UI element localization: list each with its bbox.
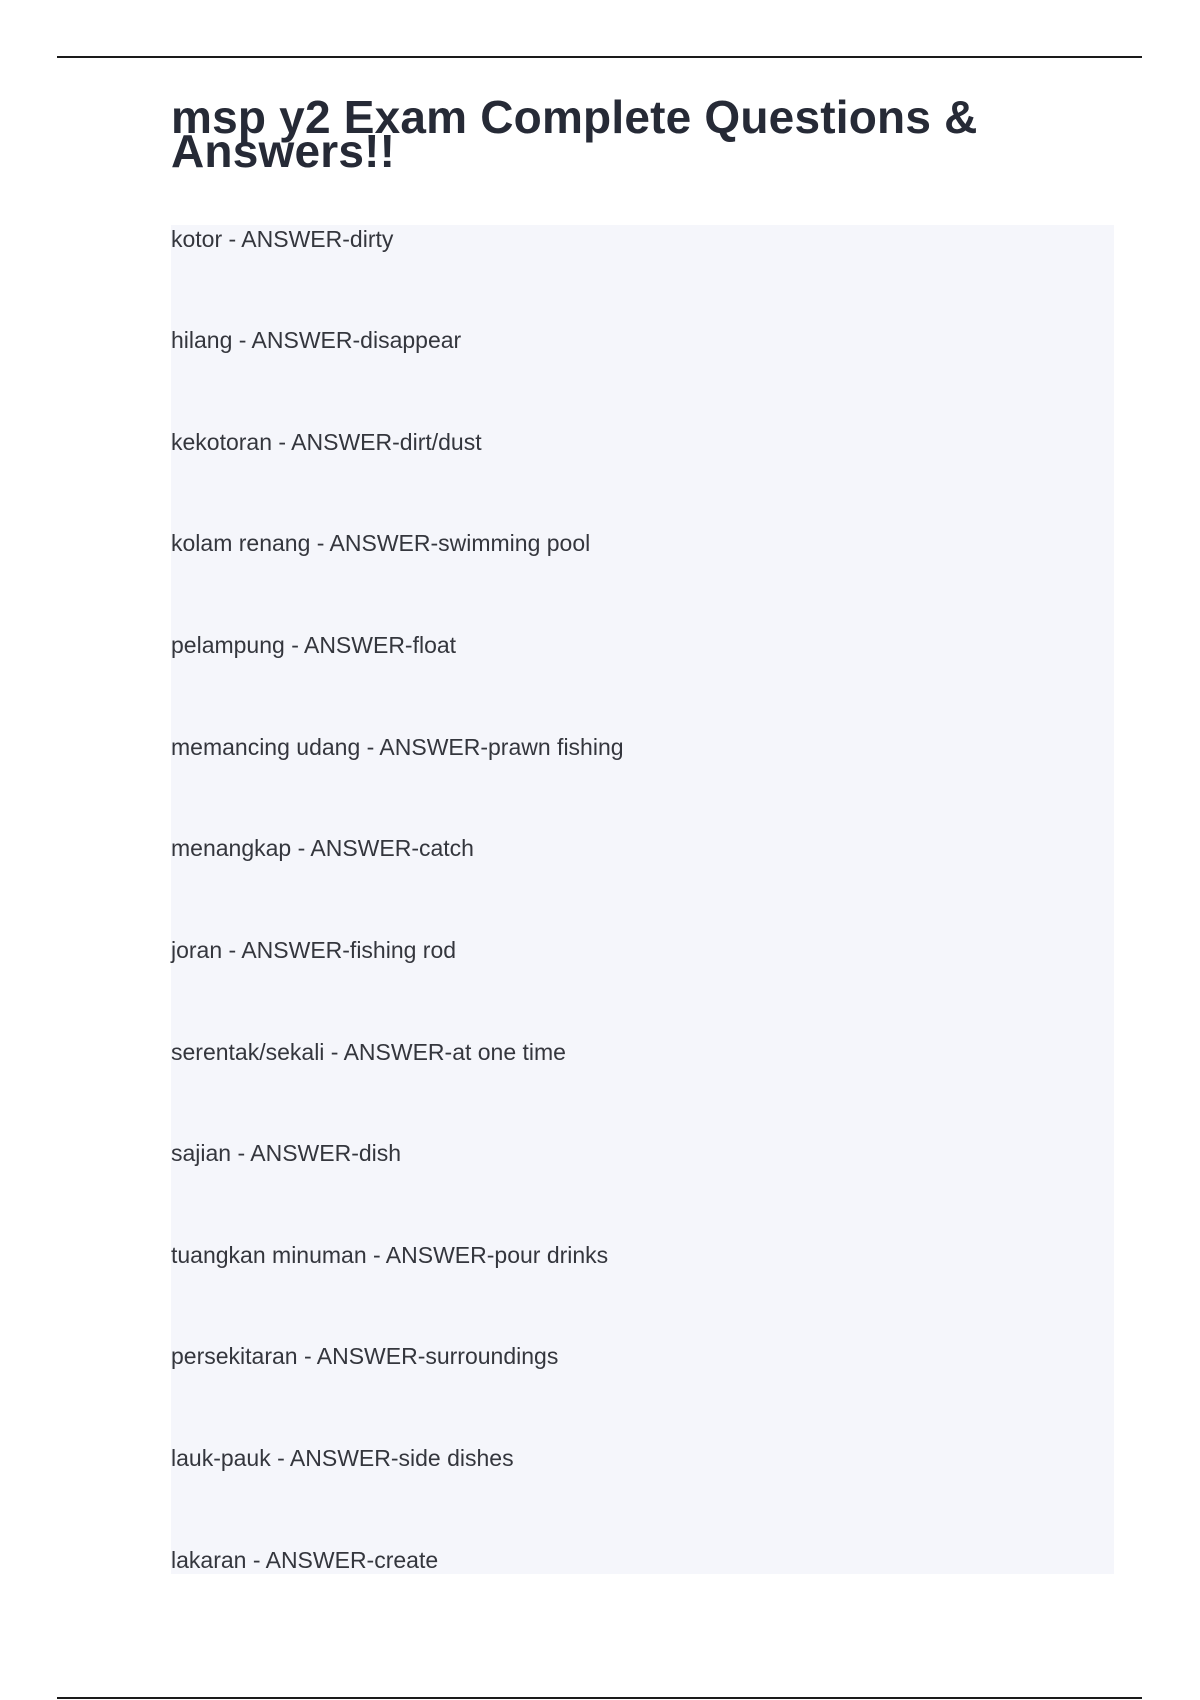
qa-entry: serentak/sekali - ANSWER-at one time xyxy=(171,1039,566,1065)
qa-entry: sajian - ANSWER-dish xyxy=(171,1140,402,1166)
qa-entry: kotor - ANSWER-dirty xyxy=(171,226,394,252)
qa-entry: lauk-pauk - ANSWER-side dishes xyxy=(171,1445,514,1471)
qa-entry: kolam renang - ANSWER-swimming pool xyxy=(171,530,591,556)
page-title: msp y2 Exam Complete Questions & Answers!! xyxy=(171,91,978,177)
qa-entry: hilang - ANSWER-disappear xyxy=(171,327,462,353)
qa-entry: lakaran - ANSWER-create xyxy=(171,1547,439,1573)
qa-entry: joran - ANSWER-fishing rod xyxy=(171,937,457,963)
qa-entry: memancing udang - ANSWER-prawn fishing xyxy=(171,734,624,760)
qa-entry: kekotoran - ANSWER-dirt/dust xyxy=(171,429,482,455)
qa-entry: tuangkan minuman - ANSWER-pour drinks xyxy=(171,1242,609,1268)
qa-entry: pelampung - ANSWER-float xyxy=(171,632,457,658)
bottom-rule xyxy=(57,1697,1142,1699)
qa-entry: menangkap - ANSWER-catch xyxy=(171,835,474,861)
top-rule xyxy=(57,56,1142,58)
qa-entry: persekitaran - ANSWER-surroundings xyxy=(171,1343,559,1369)
qa-list xyxy=(171,225,1114,1574)
